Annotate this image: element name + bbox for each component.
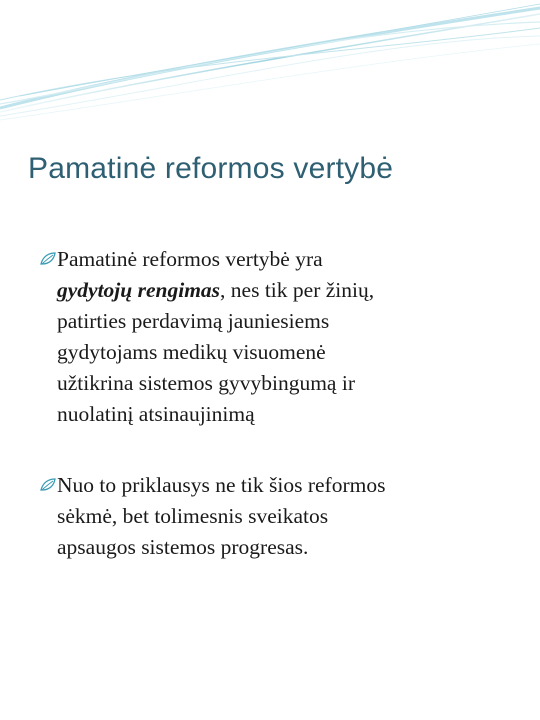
bullet-line: nuolatinį atsinaujinimą bbox=[57, 402, 255, 426]
decorative-header-waves bbox=[0, 0, 540, 130]
bullet-item bbox=[40, 244, 520, 430]
emphasis-text: gydytojų rengimas bbox=[57, 278, 221, 302]
bullet-line: apsaugos sistemos progresas. bbox=[57, 535, 309, 559]
bullet-line-rest: , nes tik per žinių, bbox=[220, 278, 375, 302]
leaf-bullet-icon bbox=[40, 252, 56, 266]
bullet-item bbox=[40, 470, 520, 563]
bullet-line bbox=[57, 275, 520, 306]
bullet-line: gydytojams medikų visuomenė bbox=[57, 340, 326, 364]
wave-lines-graphic bbox=[0, 0, 540, 130]
bullet-line: sėkmė, bet tolimesnis sveikatos bbox=[57, 504, 329, 528]
bullet-line: patirties perdavimą jauniesiems bbox=[57, 309, 330, 333]
bullet-line: Pamatinė reformos vertybė yra bbox=[57, 247, 323, 271]
bullet-line: Nuo to priklausys ne tik šios reformos bbox=[57, 473, 386, 497]
bullet-list bbox=[40, 244, 520, 563]
bullet-line: užtikrina sistemos gyvybingumą ir bbox=[57, 371, 355, 395]
slide-title: Pamatinė reformos vertybė bbox=[28, 152, 394, 185]
leaf-bullet-icon bbox=[40, 478, 56, 492]
